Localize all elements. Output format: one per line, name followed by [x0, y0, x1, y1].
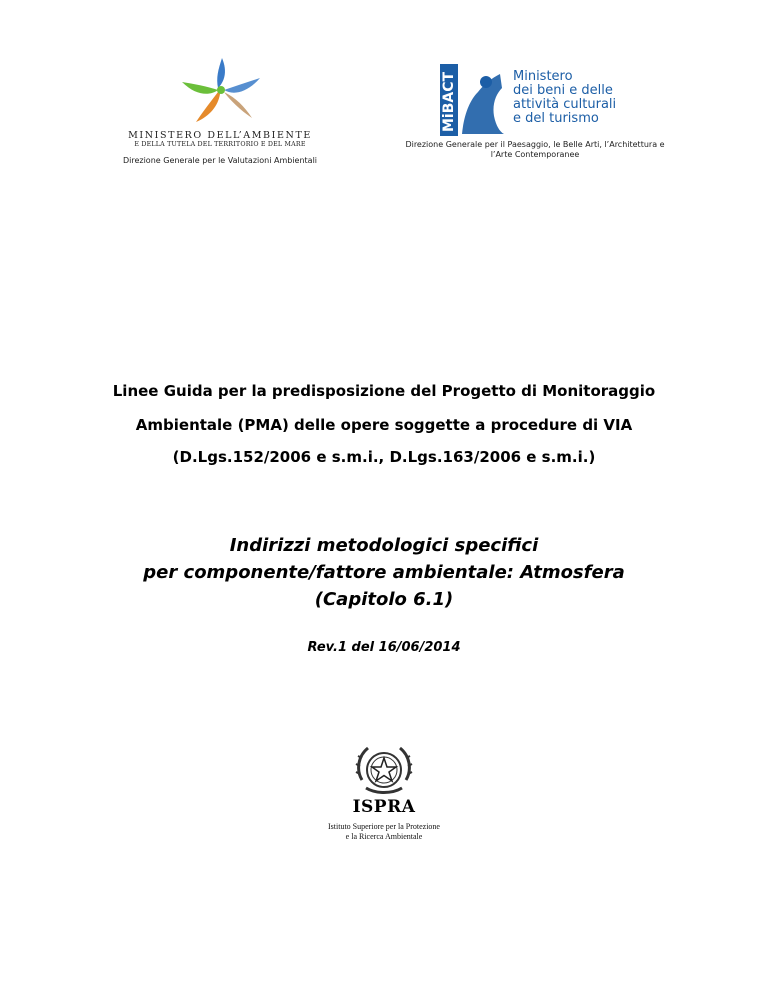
ispra-name: ISPRA: [352, 797, 416, 817]
ministry-name-line2: E DELLA TUTELA DEL TERRITORIO E DEL MARE: [134, 141, 306, 148]
ispra-subtitle-line1: Istituto Superiore per la Protezione: [328, 822, 440, 831]
mibact-mark-icon: [440, 64, 506, 136]
mibact-name-line: attività culturali: [513, 97, 617, 112]
mibact-name-line: e del turismo: [513, 111, 599, 126]
ispra-logo: [300, 740, 468, 840]
mibact-vertical-text: MiBACT: [441, 71, 457, 132]
right-direction-label: [370, 140, 700, 160]
right-direction-line1: Direzione Generale per il Paesaggio, le Belle Arti, l’Architettura e: [405, 140, 665, 149]
ministero-ambiente-logo: [100, 56, 340, 176]
document-title-line1: Linee Guida per la predisposizione del Progetto di Monitoraggio: [112, 382, 656, 400]
document-title-line3: (D.Lgs.152/2006 e s.m.i., D.Lgs.163/2006 e s.m.i.): [172, 448, 596, 466]
mibact-name-line: dei beni e delle: [513, 83, 613, 98]
document-subtitle-line1: Indirizzi metodologici specifici: [229, 535, 539, 556]
document-title-line2: Ambientale (PMA) delle opere soggette a procedure di VIA: [135, 416, 633, 434]
mibact-logo: [370, 64, 700, 174]
italian-republic-emblem-icon: [352, 740, 416, 798]
document-subtitle-line2: per componente/fattore ambientale: Atmosfera: [143, 562, 625, 583]
document-subtitle-line3: (Capitolo 6.1): [314, 589, 454, 610]
ispra-subtitle-line2: e la Ricerca Ambientale: [345, 832, 423, 841]
star-logo-icon: [178, 56, 264, 126]
mibact-name-line: Ministero: [513, 69, 573, 84]
revision-label: Rev.1 del 16/06/2014: [307, 640, 461, 655]
right-direction-line2: l’Arte Contemporanee: [490, 150, 580, 159]
left-direction-label: Direzione Generale per le Valutazioni Ambientali: [122, 156, 318, 165]
mibact-name: [513, 70, 616, 126]
ministry-name-line1: MINISTERO DELL’AMBIENTE: [128, 130, 312, 141]
